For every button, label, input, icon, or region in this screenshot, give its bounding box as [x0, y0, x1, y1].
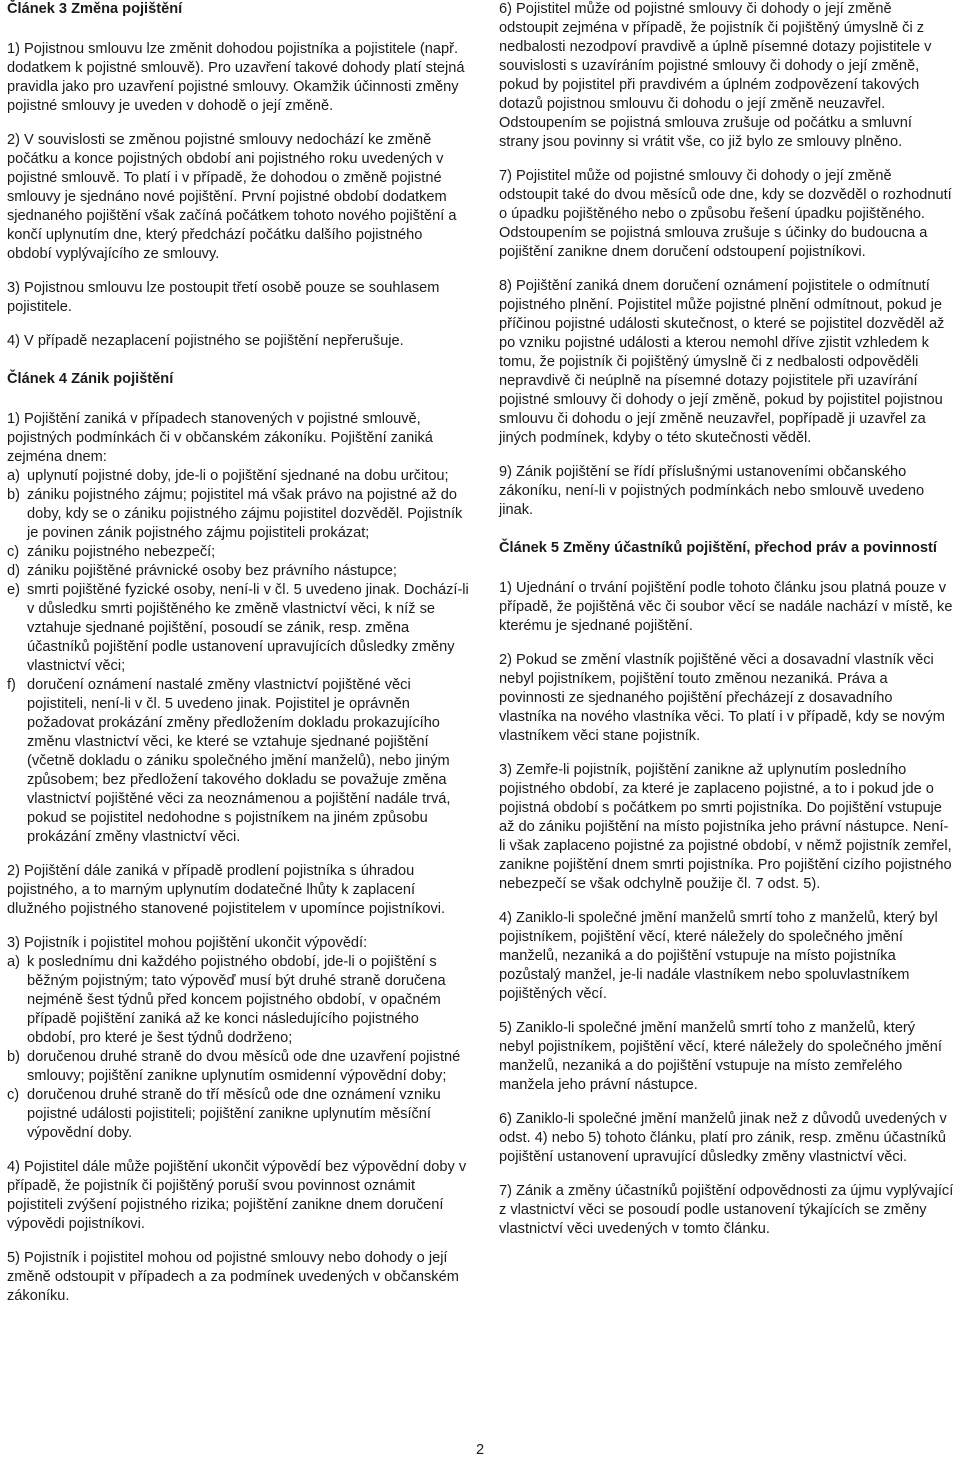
article-4-paragraph-7: 7) Pojistitel může od pojistné smlouvy či dohody o její změně odstoupit také do dvou měsíců ode dne, kdy se dozvěděl o rozhodnutí o úpadku pojištěného nebo o způsobu řešení úpadku pojištěného. Odstoupením se pojistná smlouva zrušuje s účinky do budoucna a pojištění zanikne dnem doručení odstoupení pojistníkovi. — [499, 168, 952, 260]
article-4-paragraph-9: 9) Zánik pojištění se řídí příslušnými ustanoveními občanského zákoníku, není-li v pojistných podmínkách nebo smlouvě uvedeno jinak. — [499, 464, 925, 518]
article-4-list-3 — [7, 953, 469, 1143]
article-5-paragraph-1: 1) Ujednání o trvání pojištění podle tohoto článku jsou platná pouze v případě, že pojištěná věc či soubor věcí se nadále nachází v místě, ke kterému je sjednané pojištění. — [499, 580, 953, 634]
list-item — [7, 543, 469, 562]
list-item-text: doručenou druhé straně do tří měsíců ode dne oznámení vzniku pojistné události pojistiteli; pojištění zanikne uplynutím měsíční výpovědní doby. — [27, 1087, 441, 1141]
article-3-paragraph-4: 4) V případě nezaplacení pojistného se pojištění nepřerušuje. — [7, 333, 404, 349]
article-4-paragraph-3: 3) Pojistník i pojistitel mohou pojištění ukončit výpovědí: — [7, 935, 368, 951]
list-item-text: smrti pojištěné fyzické osoby, není-li v čl. 5 uvedeno jinak. Dochází-li v důsledku smrti pojištěného ke změně vlastnictví věci, k níž se vztahuje sjednané pojištění, posoudí se zánik, resp. změna účastníků pojištění podle ustanovení upravujících důsledky změny vlastnictví věci; — [27, 582, 469, 674]
list-marker: b) — [7, 1049, 20, 1065]
left-column — [7, 0, 469, 1306]
list-item-text: k poslednímu dni každého pojistného období, jde-li o pojištění s běžným pojistným; tato výpověď musí být druhé straně doručena nejméně šest týdnů před koncem pojistného období, v opačném případě pojištění zaniká až ke konci následujícího pojistného období, pro které je šest týdnů dodrženo; — [27, 954, 446, 1046]
list-marker: a) — [7, 954, 20, 970]
right-column — [499, 0, 954, 1239]
article-4-paragraph-4: 4) Pojistitel dále může pojištění ukončit výpovědí bez výpovědní doby v případě, že pojistník či pojištěný poruší svou povinnost oznámit pojistiteli zvýšení pojistného rizika; pojištění zanikne dnem doručení výpovědi pojistníkovi. — [7, 1159, 467, 1232]
article-5-paragraph-2: 2) Pokud se změní vlastník pojištěné věci a dosavadní vlastník věci nebyl pojistníkem, pojištění touto změnou nezaniká. Práva a povinnosti ze sjednaného pojištění přecházejí z dosavadního vlastníka na nového vlastníka věci. To platí i v případě, kdy se novým vlastníkem věci stane pojistník. — [499, 652, 945, 744]
article-5-paragraph-6: 6) Zaniklo-li společné jmění manželů jinak než z důvodů uvedených v odst. 4) nebo 5) tohoto článku, platí pro zánik, resp. změnu účastníků pojištění ustanovení upravující důsledky změny vlastnictví věci. — [499, 1111, 947, 1165]
article-4-paragraph-6: 6) Pojistitel může od pojistné smlouvy či dohody o její změně odstoupit zejména v případě, že pojistník či pojištěný úmyslně či z nedbalosti nezodpoví pravdivě a úplně písemné dotazy pojistitele v souvislosti s uzavíráním pojistné smlouvy či dohody o její změně, pokud by pojistitel při pravdivém a úplném zodpovězení takových dotazů pojistnou smlouvu či dohodu o její změně neuzavřel. Odstoupením se pojistná smlouva zrušuje od počátku a smluvní strany jsou povinny si vrátit vše, co již bylo ze smlouvy plněno. — [499, 1, 932, 150]
list-item-text: zániku pojistného nebezpečí; — [27, 544, 216, 560]
article-4-paragraph-8: 8) Pojištění zaniká dnem doručení oznámení pojistitele o odmítnutí pojistného plnění. Pojistitel může pojistné plnění odmítnout, pokud je příčinou pojistné události skutečnost, o které se pojistitel dozvěděl až po vzniku pojistné události a kterou nemohl dříve zjistit vzhledem k tomu, že pojistník či pojištěný úmyslně či z nedbalosti odpověděli nepravdivě či neúplně na písemné dotazy pojistitele při uzavírání pojistné smlouvy či dohody o její změně, pokud by pojistitel pojistnou smlouvu či dohodu o její změně neuzavřel, popřípadě ji uzavřel za jiných podmínek, kdyby o této skutečnosti věděl. — [499, 278, 945, 446]
article-5-paragraph-4: 4) Zaniklo-li společné jmění manželů smrtí toho z manželů, který byl pojistníkem, pojištění věcí, které náležely do společného jmění manželů, nezaniká a do pojištění vstupuje na místo pojistníka pozůstalý manžel, je-li nadále vlastníkem nebo spoluvlastníkem pojištěných věcí. — [499, 910, 938, 1002]
list-item — [7, 581, 469, 676]
article-3-paragraph-1: 1) Pojistnou smlouvu lze změnit dohodou pojistníka a pojistitele (např. dodatkem k pojistné smlouvě). Pro uzavření takové dohody platí stejná pravidla jako pro uzavření pojistné smlouvy. Okamžik účinnosti změny pojistné smlouvy je uveden v dohodě o její změně. — [7, 41, 465, 114]
list-item — [7, 1048, 469, 1086]
article-5-heading: Článek 5 Změny účastníků pojištění, přechod práv a povinností — [499, 540, 937, 556]
list-marker: e) — [7, 582, 20, 598]
list-item — [7, 676, 469, 847]
list-marker: f) — [7, 677, 16, 693]
article-5-paragraph-5: 5) Zaniklo-li společné jmění manželů smrtí toho z manželů, který nebyl pojistníkem, pojištění věcí, které náležely do společného jmění manželů, nezaniká a do pojištění vstupuje na místo zemřelého manžela jeho právní nástupce. — [499, 1020, 942, 1093]
list-item-text: zániku pojistného zájmu; pojistitel má však právo na pojistné až do doby, kdy se o zániku pojistného zájmu pojistitel dozvěděl. Pojistník je povinen zánik pojistného zájmu pojistiteli prokázat; — [27, 487, 463, 541]
list-item-text: doručení oznámení nastalé změny vlastnictví pojištěné věci pojistiteli, není-li v čl. 5 uvedeno jinak. Pojistitel je oprávněn požadovat prokázání změny předložením dokladu prokazujícího změnu vlastnictví věci, ke které se vztahuje sjednané pojištění (včetně dokladu o zániku společného jmění manželů), nebo jiným způsobem; bez předložení takového dokladu se považuje změna vlastnictví pojištěné věci za neoznámenou a pojištění nadále trvá, pokud se pojistitel nedohodne s pojistníkem na jiném způsobu prokázání změny vlastnictví věci. — [27, 677, 451, 845]
list-item — [7, 486, 469, 543]
article-3-paragraph-2: 2) V souvislosti se změnou pojistné smlouvy nedochází ke změně počátku a konce pojistných období ani pojistného roku uvedených v pojistné smlouvě. To platí i v případě, že dohodou o změně pojistné smlouvy je sjednáno nové pojištění. První pojistné období dodatkem sjednaného pojištění však začíná počátkem tohoto nového pojištění a končí uplynutím dne, který předchází počátku dalšího pojistného období vyplývajícího ze smlouvy. — [7, 132, 457, 262]
article-3-heading: Článek 3 Změna pojištění — [7, 1, 183, 17]
list-item — [7, 953, 469, 1048]
list-marker: c) — [7, 1087, 20, 1103]
list-marker: d) — [7, 563, 20, 579]
list-item-text: zániku pojištěné právnické osoby bez právního nástupce; — [27, 563, 397, 579]
list-item — [7, 467, 469, 486]
list-marker: a) — [7, 468, 20, 484]
page-number: 2 — [475, 1442, 485, 1458]
list-marker: c) — [7, 544, 20, 560]
article-4-heading: Článek 4 Zánik pojištění — [7, 371, 174, 387]
article-3-paragraph-3: 3) Pojistnou smlouvu lze postoupit třetí osobě pouze se souhlasem pojistitele. — [7, 280, 440, 315]
article-5-paragraph-3: 3) Zemře-li pojistník, pojištění zanikne až uplynutím posledního pojistného období, za které je zaplaceno pojistné, a to i pokud jde o pojistná období s počátkem po smrti pojistníka. Do pojištění vstupuje až do zániku pojištění na místo pojistníka jeho právní nástupce. Není-li však zaplaceno pojistné za pojistné období, v němž pojistník zemřel, zanikne pojištění dnem smrti pojistníka. Pro pojištění cizího pojistného nebezpečí se však odchylně použije čl. 7 odst. 5). — [499, 762, 952, 892]
list-item — [7, 1086, 469, 1143]
article-4-list-1 — [7, 467, 469, 847]
article-4-paragraph-1: 1) Pojištění zaniká v případech stanovených v pojistné smlouvě, pojistných podmínkách či v občanském zákoníku. Pojištění zaniká zejména dnem: — [7, 411, 433, 465]
article-5-paragraph-7: 7) Zánik a změny účastníků pojištění odpovědnosti za újmu vyplývající z vlastnictví věci se posoudí podle ustanovení týkajících se změny vlastnictví věci uvedených v tomto článku. — [499, 1183, 954, 1237]
list-item — [7, 562, 469, 581]
list-marker: b) — [7, 487, 20, 503]
article-4-paragraph-5: 5) Pojistník i pojistitel mohou od pojistné smlouvy nebo dohody o její změně odstoupit v případech a za podmínek uvedených v občanském zákoníku. — [7, 1250, 459, 1304]
list-item-text: uplynutí pojistné doby, jde-li o pojištění sjednané na dobu určitou; — [27, 468, 449, 484]
list-item-text: doručenou druhé straně do dvou měsíců ode dne uzavření pojistné smlouvy; pojištění zanikne uplynutím osmidenní výpovědní doby; — [27, 1049, 461, 1084]
article-4-paragraph-2: 2) Pojištění dále zaniká v případě prodlení pojistníka s úhradou pojistného, a to marným uplynutím dodatečné lhůty k zaplacení dlužného pojistného stanovené pojistitelem v upomínce pojistníkovi. — [7, 863, 446, 917]
